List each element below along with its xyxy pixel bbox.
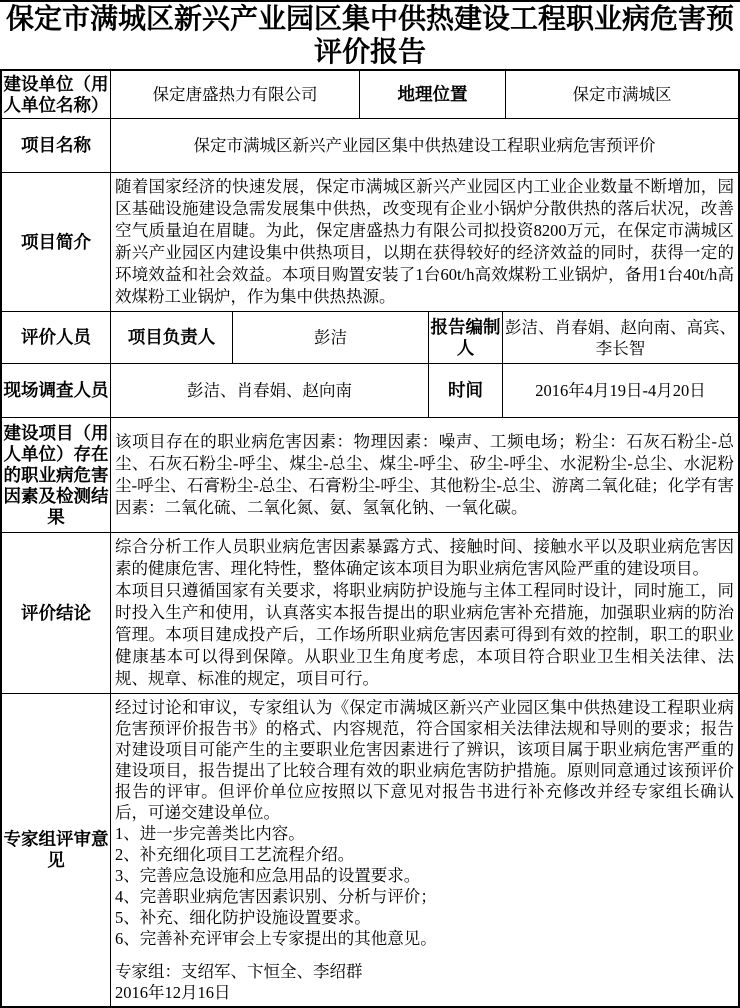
expert-review-item: 3、完善应急设施和应急用品的设置要求。: [115, 866, 421, 885]
expert-review-item: 1、进一步完善类比内容。: [115, 824, 305, 843]
row-builder: [2, 71, 738, 118]
expert-review-label: 专家组评审意见: [3, 829, 109, 870]
project-intro-text: 随着国家经济的快速发展，保定市满城区新兴产业园区内工业企业数量不断增加，园区基础设施建设急需发展集中供热，改变现有企业小锅炉分散供热的落后状况，改善空气质量迫在眉睫。为此，保定唐盛热力有限公司拟投资8200万元，在保定市满城区新兴产业园区内建设集中供热项目，以期在获得较好的经济效益的同时，获得一定的环境效益和社会效益。本项目购置安装了1台60t/h高效煤粉工业锅炉，备用1台40t/h高效煤粉工业锅炉，作为集中供热热源。: [110, 173, 738, 311]
conclusion-paragraph-2: 本项目只遵循国家有关要求，将职业病防护设施与主体工程同时设计，同时施工，同时投入生产和使用，认真落实本报告提出的职业病危害补充措施，加强职业病的防治管理。本项目建成投产后，工作场所职业病危害因素可得到有效的控制，职工的职业健康基本可以得到保障。从职业卫生角度考虑，本项目符合职业卫生相关法律、法规、规章、标准的规定，项目可行。: [115, 581, 734, 688]
expert-review-item: 5、补充、细化防护设施设置要求。: [115, 908, 371, 927]
blank-line: [115, 949, 734, 961]
project-leader-label: 项目负责人: [110, 312, 232, 363]
conclusion-text: [110, 533, 738, 693]
geo-value: 保定市满城区: [505, 71, 738, 118]
row-project-intro: [2, 172, 738, 311]
row-evaluators: [2, 311, 738, 363]
survey-value: 彭洁、肖春娟、赵向南: [110, 364, 428, 417]
report-editors-label: 报告编制人: [428, 312, 502, 363]
row-project-name: [2, 118, 738, 172]
project-name-label: 项目名称: [21, 135, 91, 155]
hazards-label: 建设项目（用人单位）存在的职业病危害因素及检测结果: [3, 422, 109, 527]
conclusion-paragraph-1: 综合分析工作人员职业病危害因素暴露方式、接触时间、接触水平以及职业病危害因素的健康危害、理化特性，整体确定该本项目为职业病危害风险严重的建设项目。: [115, 537, 734, 578]
project-name-value: 保定市满城区新兴产业园区集中供热建设工程职业病危害预评价: [110, 119, 738, 172]
row-conclusion: [2, 532, 738, 693]
builder-value: 保定唐盛热力有限公司: [110, 71, 359, 118]
expert-review-date: 2016年12月16日: [115, 983, 231, 1002]
expert-review-item: 2、补充细化项目工艺流程介绍。: [115, 845, 355, 864]
hazards-text: 该项目存在的职业病危害因素：物理因素：噪声、工频电场；粉尘：石灰石粉尘-总尘、石灰石粉尘-呼尘、煤尘-总尘、煤尘-呼尘、矽尘-呼尘、水泥粉尘-总尘、水泥粉尘-呼尘、石膏粉尘-总尘、石膏粉尘-呼尘、其他粉尘-总尘、游离二氧化硅；化学有害因素：二氧化硫、二氧化氮、氨、氢氧化钠、一氧化碳。: [110, 418, 738, 532]
geo-label: 地理位置: [359, 71, 505, 118]
builder-label: 建设单位（用人单位名称）: [3, 73, 109, 115]
row-survey: [2, 363, 738, 417]
report-editors-value: 彭洁、肖春娟、赵向南、高宾、李长智: [502, 312, 738, 363]
survey-label: 现场调查人员: [3, 380, 109, 400]
evaluators-label: 评价人员: [21, 327, 91, 347]
project-leader-value: 彭洁: [232, 312, 428, 363]
time-label: 时间: [428, 364, 502, 417]
report-title: 保定市满城区新兴产业园区集中供热建设工程职业病危害预评价报告: [5, 4, 734, 68]
report-table: [0, 69, 740, 1008]
expert-review-item: 4、完善职业病危害因素识别、分析与评价；: [115, 887, 437, 906]
expert-review-item: 6、完善补充评审会上专家提出的其他意见。: [115, 929, 437, 948]
project-intro-label: 项目简介: [21, 231, 91, 252]
row-hazards: [2, 417, 738, 532]
time-value: 2016年4月19日-4月20日: [502, 364, 738, 417]
expert-review-paragraph: 经过讨论和审议，专家组认为《保定市满城区新兴产业园区集中供热建设工程职业病危害预评价报告书》的格式、内容规范，符合国家相关法律法规和导则的要求；报告对建设项目可能产生的主要职业危害因素进行了辨识，该项目属于职业病危害严重的建设项目，报告提出了比较合理有效的职业病危害防护措施。原则同意通过该预评价报告的评审。但评价单位应按照以下意见对报告书进行补充修改并经专家组长确认后，可递交建设单位。: [115, 698, 734, 822]
expert-group-signature: 专家组：支绍军、卞恒全、李绍群: [115, 962, 363, 981]
expert-review-text: [110, 694, 738, 1006]
conclusion-label: 评价结论: [21, 602, 91, 623]
row-expert-review: [2, 693, 738, 1006]
